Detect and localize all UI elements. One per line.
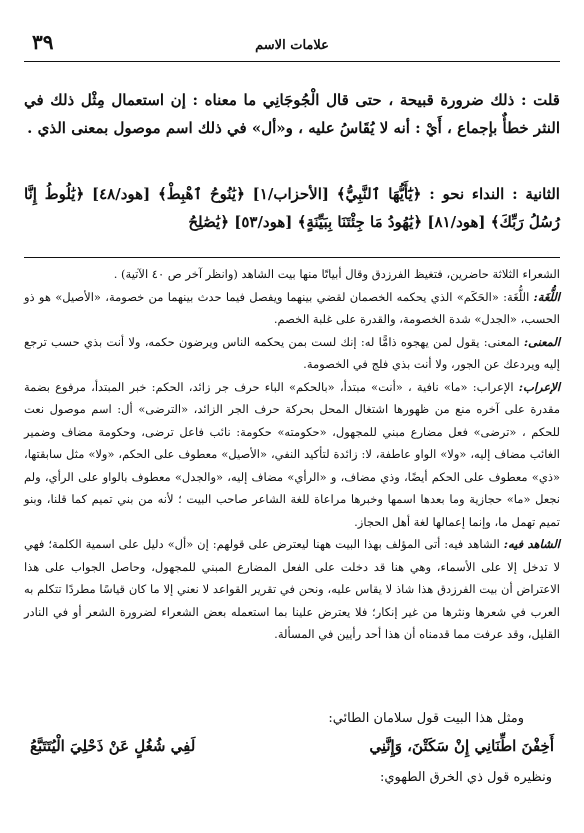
- note-text: الإعراب: «ما» نافية ، «أنت» مبتدأ، «بالحكم» الباء حرف جر زائد، الحكم: خبر المبتدأ، مرفوع بضمة مقدرة على آخره منع من ظهورها اشتغال المحل بحركة حرف الجر الزائد، «الترضى» أل: اسم موصول نعت للحكم ، «ترضى» فعل مضارع مبني للمجهول، «حكومته» حكومة: نائب فاعل ترضى، وحكومة مضاف وضمير الغائب مضاف إليه، «ولا» الواو عاطفة، لا: زائدة لتأكيد النفي، «الأصيل» معطوف على الحكم، «ولا» مثل سابقتها، «ذي» معطوف على الحكم أيضًا، وذي مضاف، و «الرأي» مضاف إليه، «والجدل» معطوف بالواو على الرأي، ولم نجعل «ما» حجازية وما بعدها اسمها وخبرها مراعاة للغة الشاعر صاحب البيت ؛ لأنه من بني تميم كما قلنا، وبنو تميم تهمل ما، وإنما إعمالها لغة أهل الحجاز.: [24, 379, 560, 529]
- poem-hemistich-first: أَخِفْنَ اطِّنَانِي إِنْ سَكَتْنَ، وَإِنَّنِي: [369, 737, 554, 755]
- header-rule: [24, 61, 560, 62]
- note-term: الشاهد فيه:: [503, 537, 561, 551]
- note-grammar: [24, 376, 560, 534]
- note-evidence: [24, 533, 560, 646]
- note-term: اللُّغَة:: [533, 289, 560, 304]
- paragraph-second-vocative: [24, 180, 560, 236]
- paragraph-qultu: [24, 86, 560, 142]
- note-language: [24, 286, 560, 331]
- note-text: اللُّغَة: «الحَكَم» الذي يحكمه الخصمان لقضي بينهما ويفصل فيما حدث بينهما من خصومة، «الأصيل» هو ذو الحسب، «الجدل» شدة الخصومة، والقدرة على غلبة الخصم.: [24, 289, 560, 326]
- note-term: الإعراب:: [518, 379, 561, 394]
- footnote-separator: [24, 257, 560, 258]
- note-term: المعنى:: [523, 334, 561, 349]
- paragraph-text: النداء نحو : ﴿يَٰٓأَيُّهَا ٱلنَّبِيُّ﴾ [الأحزاب/١] ﴿يَٰنُوحُ ٱهْبِطْ﴾ [هود/٤٨] ﴿يَٰلُوطُ إِنَّا رُسُلُ رَبِّكَ﴾ [هود/٨١] ﴿يَٰهُودُ مَا جِئْتَنَا بِبَيِّنَةٍ﴾ [هود/٥٣] ﴿يَٰصَٰلِحُ: [24, 185, 560, 231]
- note-text: المعنى: يقول لمن يهجوه ذامًّا له: إنك لست بمن يحكمه الناس ويرضون حكمه، ولا أنت بذي حسب ترجع إليه ويردعك عن الجور، ولا أنت بذي فلج في الخصومة.: [24, 334, 560, 371]
- paragraph-text: ذلك ضرورة قبيحة ، حتى قال الْجُوجَانِي ما معناه : إن استعمال مِثْل ذلك في النثر خطأٌ بإجماع ، أَيْ : أنه لا يُقَاسُ عليه ، و«أل» في ذلك اسم موصول بمعنى الذي .: [24, 91, 560, 137]
- paragraph-label: الثانية :: [512, 185, 560, 203]
- paragraph-label: قلت :: [520, 91, 560, 109]
- footnote-block: [24, 263, 560, 646]
- poem-intro: ومثل هذا البيت قول سلامان الطائي:: [328, 711, 524, 726]
- note-meaning: [24, 331, 560, 376]
- page-number: ٣٩: [32, 30, 54, 54]
- poem-outro: ونظيره قول ذي الخرق الطهوي:: [379, 770, 552, 785]
- poem-hemistich-second: لَفِي شُغُلٍ عَنْ ذَحْلِيَ الْيُتَتَبَّعُ: [30, 737, 196, 755]
- note-text: الشاهد فيه: أتى المؤلف بهذا البيت ههنا ليعترض على قولهم: إن «أل» دليل على اسمية الكلمة؛ فهي لا تدخل إلا على الأسماء، وهي هنا قد دخلت على الفعل المضارع المبني للمجهول، وحاصل الجواب على هذا الاعتراض أن بيت الفرزدق هذا شاذ لا يقاس عليه، ونحن في تقرير القواعد لا نعني إلا ما كان قياسًا مطردًا تتكلم به العرب في شعرها ونثرها من غير إنكار؛ فلا يعترض علينا بما استعمله بعض الشعراء لضرورة الشعر أو في النادر القليل، وقد عرفت مما قدمناه أن هذا أحد رأيين في المسألة.: [24, 537, 560, 641]
- running-head: علامات الاسم: [255, 38, 329, 53]
- note-intro: الشعراء الثلاثة حاضرين، فتغيظ الفرزدق وقال أبياتًا منها بيت الشاهد (وانظر آخر ص ٤٠ الآتية) .: [113, 267, 560, 281]
